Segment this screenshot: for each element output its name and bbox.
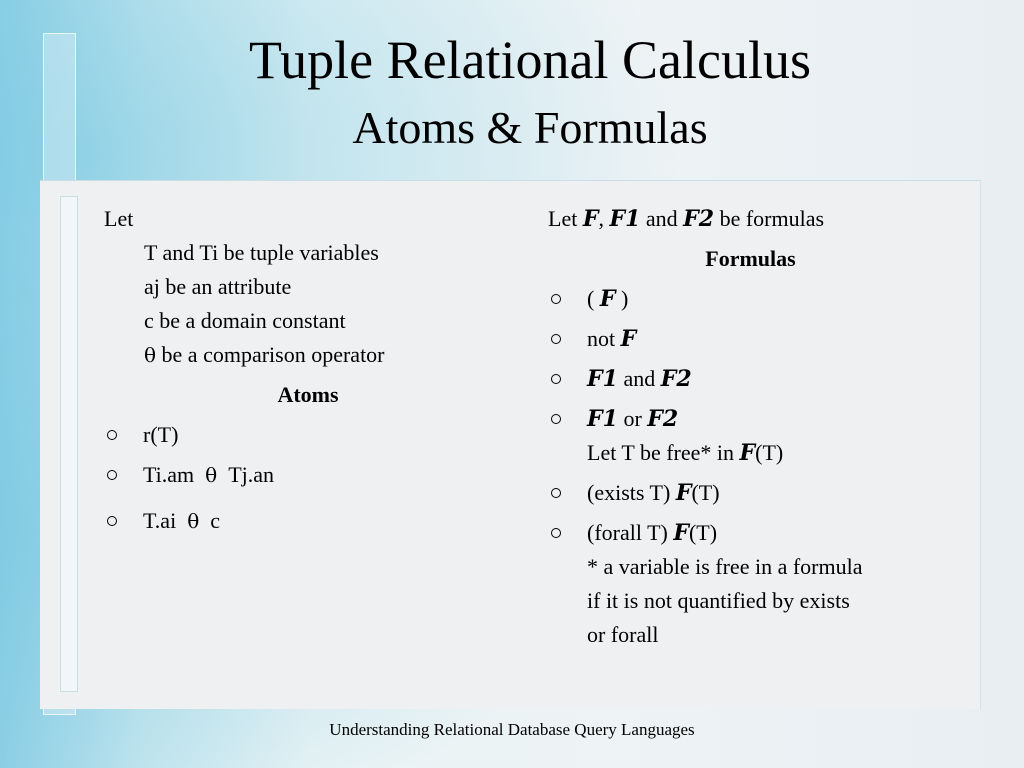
open-paren: (: [587, 286, 600, 311]
slide-footer: [0, 719, 1024, 741]
formula-var-f: F: [673, 520, 689, 546]
formula-item: [548, 476, 978, 510]
atom-item: [104, 504, 504, 538]
bullet-icon: [551, 528, 561, 538]
not-word: not: [587, 326, 621, 351]
atoms-heading: Atoms: [277, 382, 339, 407]
left-column: [104, 202, 504, 538]
theta-symbol: θ: [205, 463, 218, 487]
note-line: * a variable is free in a formula: [587, 554, 863, 579]
bullet-icon: [551, 414, 561, 424]
right-column: [548, 202, 978, 652]
bullet-icon: [551, 374, 561, 384]
formula-item: [548, 516, 978, 550]
formula-var-f2: F2: [683, 206, 715, 232]
paren-t: (T): [691, 480, 720, 505]
bullet-icon: [551, 294, 561, 304]
formula-var-f: F: [620, 326, 637, 352]
atom-right-operand: c: [210, 508, 220, 533]
free-line-text: Let T be free* in: [587, 440, 740, 465]
atom-left-operand: T.ai: [143, 508, 177, 533]
decorative-bar-inner: [60, 196, 78, 692]
formula-var-f: F: [599, 286, 616, 312]
formula-var-f: F: [582, 206, 599, 232]
free-variable-line: [548, 436, 978, 470]
atom-left-operand: Ti.am: [143, 462, 195, 487]
formula-var-f2: F2: [660, 366, 692, 392]
paren-t: (T): [688, 520, 718, 545]
let-label: Let: [104, 206, 134, 231]
and-word: and: [617, 366, 661, 391]
title-subtitle: Atoms & Formulas: [352, 102, 708, 153]
bullet-icon: [107, 516, 117, 526]
formula-var-f: F: [739, 440, 756, 466]
theta-symbol: θ: [187, 509, 200, 533]
bullet-icon: [551, 334, 561, 344]
formula-item: [548, 282, 978, 316]
bullet-icon: [107, 430, 117, 440]
formula-item: [548, 402, 978, 436]
formula-var-f1: F1: [609, 206, 641, 232]
atom-item: [104, 418, 504, 452]
definition-attribute: aj be an attribute: [144, 274, 292, 299]
bullet-icon: [107, 470, 117, 480]
atom-item: [104, 458, 504, 492]
title-main: Tuple Relational Calculus: [249, 30, 811, 90]
definition-comparison: [104, 338, 504, 372]
bullet-icon: [551, 488, 561, 498]
intro-tail: be formulas: [714, 206, 825, 231]
formula-var-f2: F2: [647, 406, 679, 432]
or-word: or: [617, 406, 648, 431]
comma: ,: [598, 206, 610, 231]
theta-definition: be a comparison operator: [156, 342, 385, 367]
note-line: or forall: [587, 622, 659, 647]
forall-text: (forall T): [587, 520, 674, 545]
formulas-heading: Formulas: [705, 246, 796, 271]
formula-item: [548, 362, 978, 396]
theta-symbol: θ: [144, 343, 157, 367]
definition-tuple-vars: T and Ti be tuple variables: [144, 240, 379, 265]
and-word: and: [640, 206, 684, 231]
formulas-intro: [548, 202, 978, 236]
note-line: if it is not quantified by exists: [587, 588, 850, 613]
close-paren: ): [615, 286, 629, 311]
atom-right-operand: Tj.an: [228, 462, 275, 487]
atom-text: r(T): [143, 422, 179, 447]
intro-let: Let: [548, 206, 583, 231]
formula-var-f: F: [675, 480, 692, 506]
exists-text: (exists T): [587, 480, 676, 505]
slide-title: [0, 28, 1024, 156]
paren-t: (T): [755, 440, 784, 465]
formula-item: [548, 322, 978, 356]
footer-text: Understanding Relational Database Query Languages: [329, 720, 695, 739]
definition-constant: c be a domain constant: [144, 308, 346, 333]
formula-var-f1: F1: [587, 406, 618, 432]
formula-var-f1: F1: [587, 366, 618, 392]
